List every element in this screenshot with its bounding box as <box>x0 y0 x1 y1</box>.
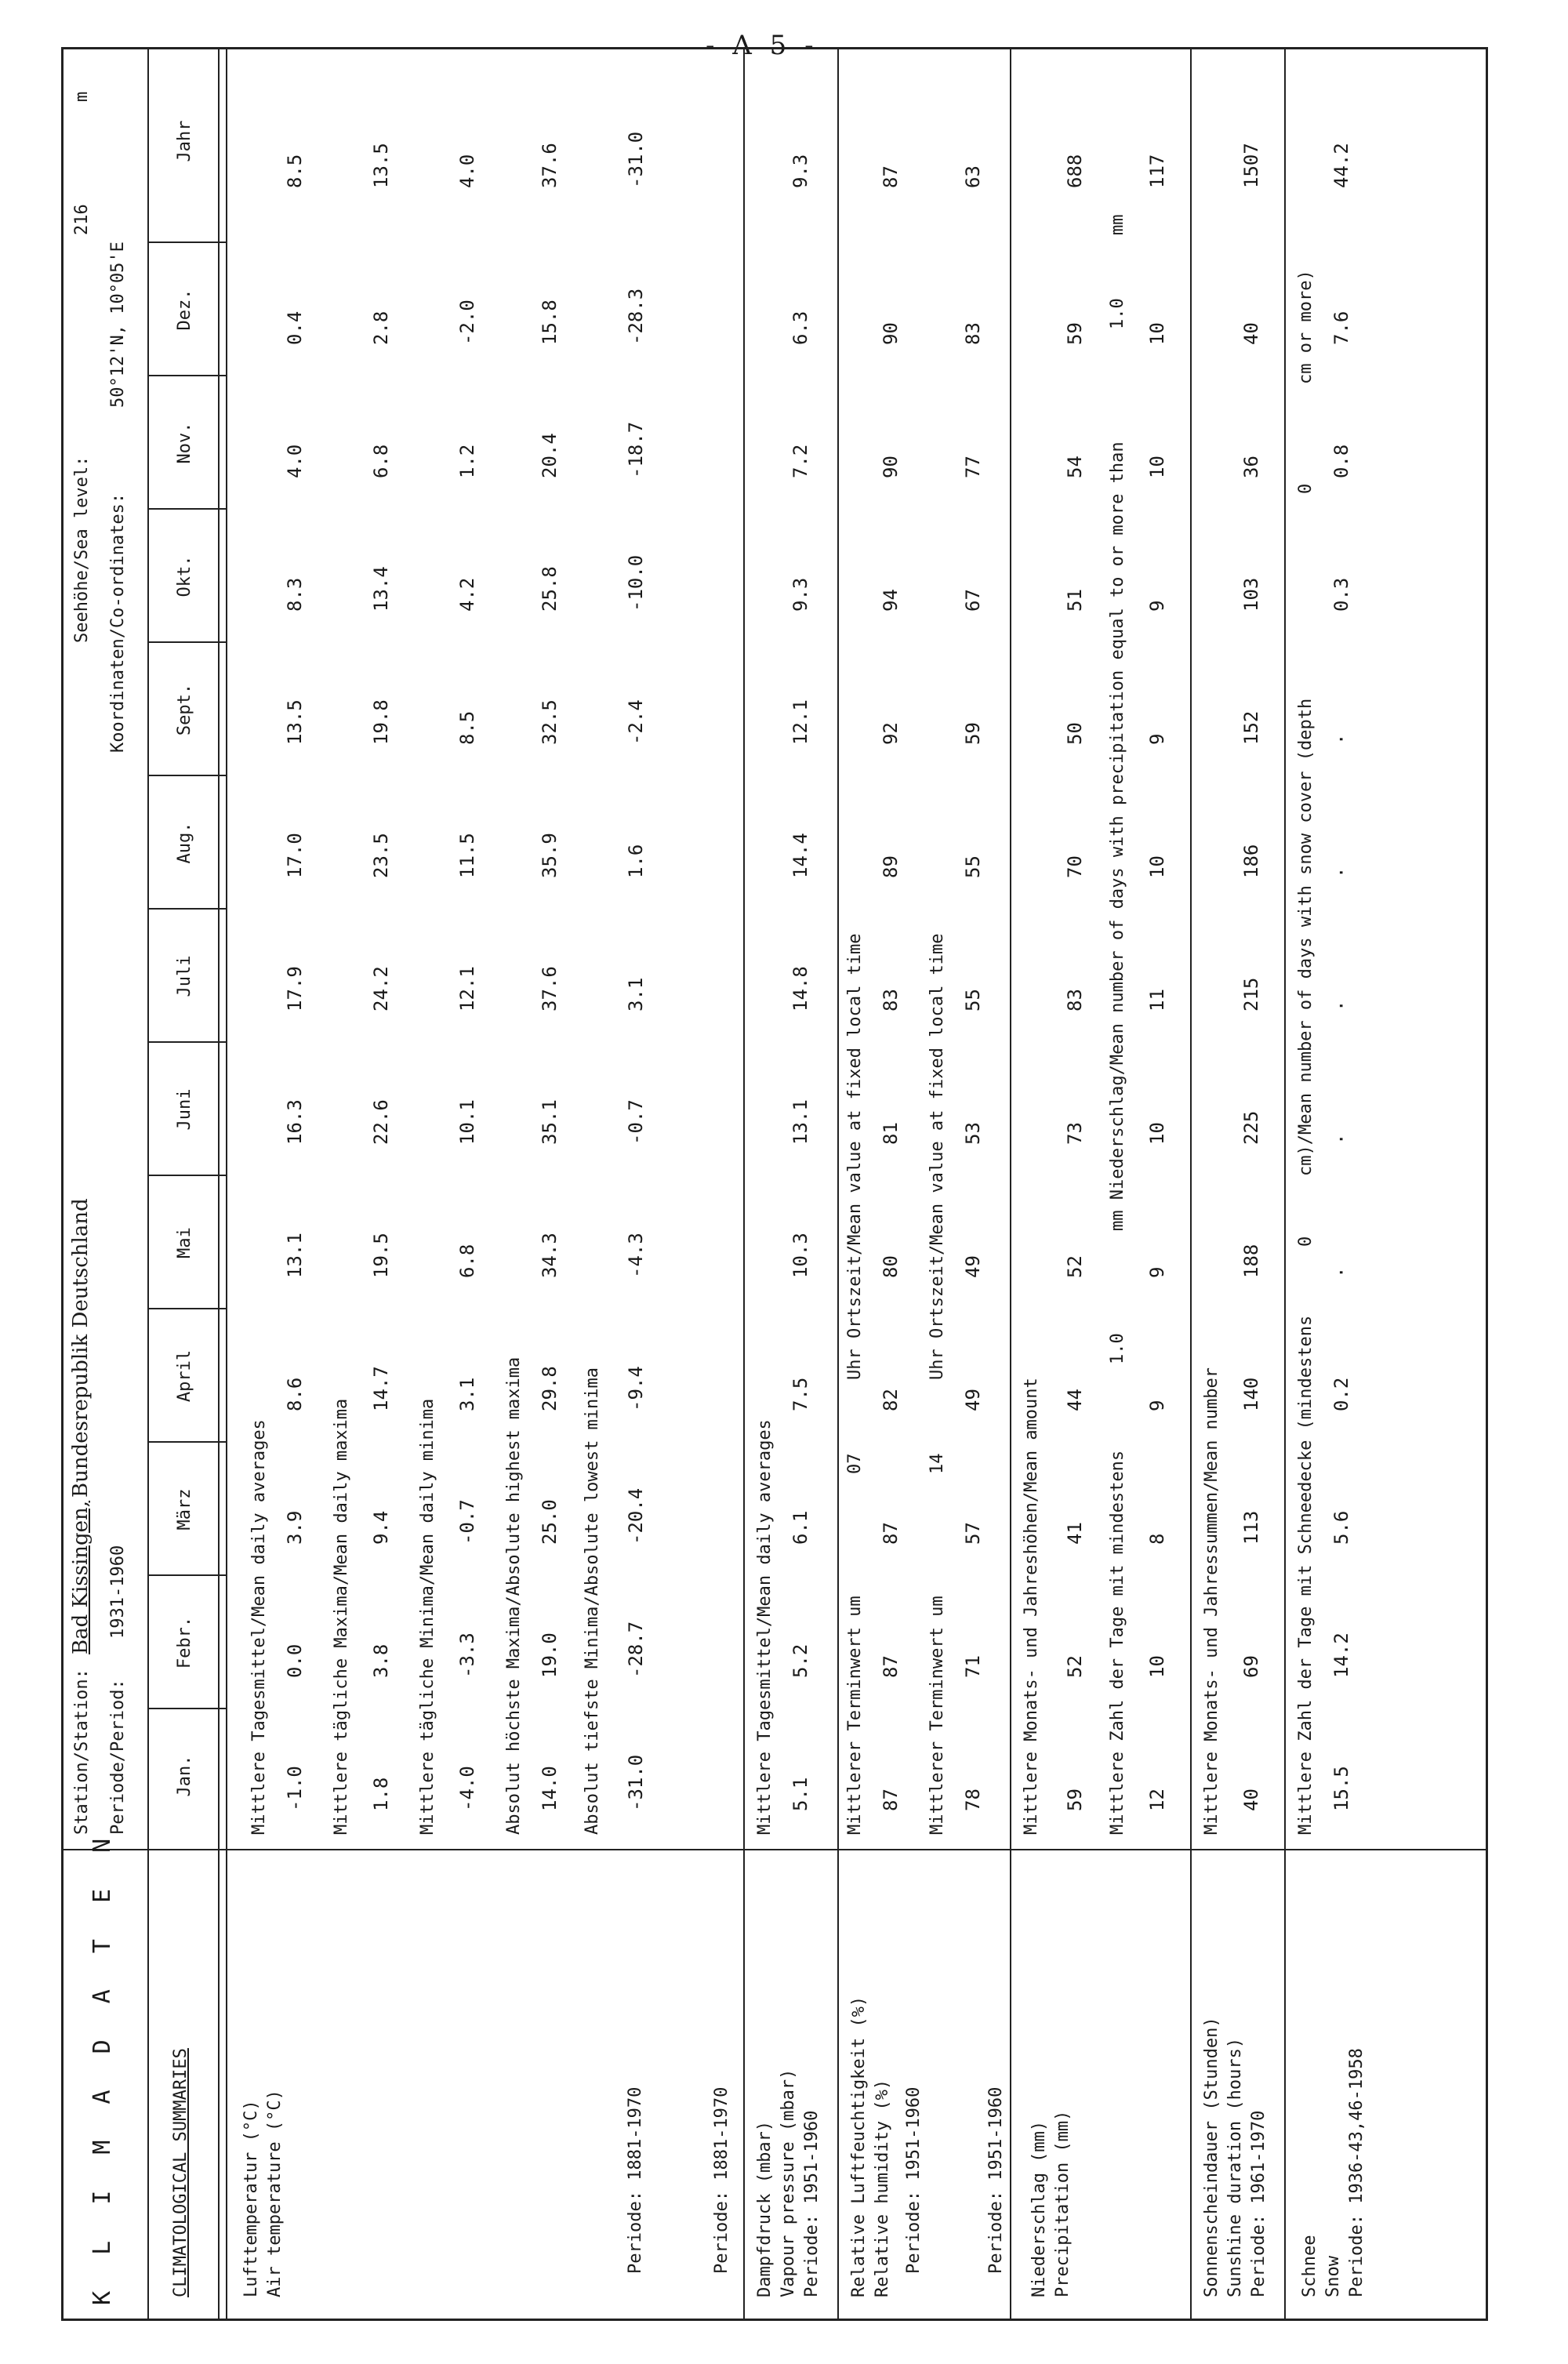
month-header-1: Febr. <box>175 1616 194 1669</box>
table-cell: 22.6 <box>370 1099 392 1145</box>
row-caption-part: 14 <box>927 1453 947 1474</box>
table-cell: 81 <box>880 1122 902 1145</box>
table-cell: 10 <box>1146 456 1168 478</box>
table-cell: 0.0 <box>284 1643 306 1678</box>
table-cell: 8.3 <box>284 577 306 612</box>
table-cell: 0.4 <box>284 310 306 345</box>
table-cell: 35.9 <box>539 833 561 878</box>
month-header-4: Mai <box>175 1227 194 1258</box>
table-cell: 3.1 <box>456 1377 478 1411</box>
table-cell: 53 <box>962 1122 984 1145</box>
table-cell: 0.3 <box>1330 577 1352 612</box>
table-cell: 1.8 <box>370 1777 392 1811</box>
station-label: Station/Station: <box>72 1669 92 1835</box>
table-cell: · <box>1330 1133 1352 1145</box>
table-cell: 5.6 <box>1330 1510 1352 1545</box>
table-cell: 92 <box>880 722 902 745</box>
humidity-label-2: Relative humidity (%) <box>873 2079 892 2297</box>
row-caption-part: Uhr Ortszeit/Mean value at fixed local time <box>927 933 947 1380</box>
humidity-period-2: Periode: 1951-1960 <box>986 2086 1006 2274</box>
table-cell: 3.9 <box>284 1510 306 1545</box>
table-cell: 13.5 <box>370 143 392 188</box>
table-cell: 49 <box>962 1255 984 1278</box>
table-cell: -28.7 <box>625 1621 647 1678</box>
table-cell: 17.0 <box>284 833 306 878</box>
table-cell: 19.0 <box>539 1632 561 1678</box>
row-caption-part: Mittlere Zahl der Tage mit Schneedecke (mindestens <box>1296 1315 1316 1835</box>
table-cell: 24.2 <box>370 966 392 1011</box>
table-cell: 11.5 <box>456 833 478 878</box>
table-cell: 36 <box>1240 456 1262 478</box>
table-cell: 3.1 <box>625 977 647 1011</box>
table-cell: -0.7 <box>456 1499 478 1545</box>
table-cell: 15.5 <box>1330 1766 1352 1811</box>
group-rule-precip <box>1010 47 1011 2321</box>
table-cell: 54 <box>1064 456 1086 478</box>
table-cell: -18.7 <box>625 421 647 478</box>
table-cell: 7.6 <box>1330 310 1352 345</box>
month-header-6: Juli <box>175 955 194 997</box>
label-column-rule <box>61 1849 1488 1850</box>
month-header-5: Juni <box>175 1088 194 1131</box>
table-cell: 140 <box>1240 1377 1262 1411</box>
table-cell: 71 <box>962 1655 984 1678</box>
table-cell: 14.2 <box>1330 1632 1352 1678</box>
table-cell: · <box>1330 733 1352 745</box>
table-cell: 87 <box>880 1522 902 1545</box>
row-caption: Mittlere Tagesmittel/Mean daily averages <box>249 1419 269 1835</box>
sunshine-period: Periode: 1961-1970 <box>1249 2110 1269 2297</box>
row-caption-part: 07 <box>845 1453 865 1474</box>
table-cell: 77 <box>962 456 984 478</box>
table-cell: 59 <box>962 722 984 745</box>
table-cell: 90 <box>880 456 902 478</box>
table-cell: 225 <box>1240 1110 1262 1145</box>
table-cell: 4.0 <box>284 444 306 478</box>
table-cell: 37.6 <box>539 143 561 188</box>
month-header-9: Okt. <box>175 555 194 597</box>
precip-label-2: Precipitation (mm) <box>1053 2110 1073 2297</box>
group-rule-sunshine <box>1190 47 1192 2321</box>
row-caption: Absolut höchste Maxima/Absolute highest maxima <box>504 1356 524 1835</box>
table-cell: 52 <box>1064 1655 1086 1678</box>
group-rule-humidity <box>837 47 839 2321</box>
table-cell: 19.5 <box>370 1233 392 1278</box>
period-label: Periode/Period: <box>108 1679 128 1835</box>
table-cell: · <box>1330 866 1352 878</box>
snow-label-2: Snow <box>1323 2256 1343 2297</box>
month-header-0: Jan. <box>175 1755 194 1797</box>
table-cell: 5.2 <box>789 1643 811 1678</box>
table-cell: 82 <box>880 1389 902 1411</box>
row-caption: Absolut tiefste Minima/Absolute lowest minima <box>583 1367 602 1835</box>
table-cell: 83 <box>962 322 984 345</box>
table-cell: 186 <box>1240 844 1262 878</box>
table-cell: 103 <box>1240 577 1262 612</box>
table-cell: 9.4 <box>370 1510 392 1545</box>
table-cell: -9.4 <box>625 1366 647 1411</box>
table-cell: -2.4 <box>625 699 647 745</box>
table-cell: 51 <box>1064 589 1086 612</box>
table-cell: 10 <box>1146 322 1168 345</box>
table-cell: 152 <box>1240 710 1262 745</box>
table-cell: 16.3 <box>284 1099 306 1145</box>
table-cell: 87 <box>880 1788 902 1811</box>
table-cell: 41 <box>1064 1522 1086 1545</box>
table-cell: 188 <box>1240 1244 1262 1278</box>
coord-label: Koordinaten/Co-ordinates: <box>108 492 128 753</box>
precip-label-1: Niederschlag (mm) <box>1029 2120 1049 2297</box>
table-cell: 67 <box>962 589 984 612</box>
table-cell: 25.8 <box>539 566 561 612</box>
table-cell: 40 <box>1240 1788 1262 1811</box>
table-cell: 14.8 <box>789 966 811 1011</box>
month-header-7: Aug. <box>175 822 194 864</box>
table-cell: 9.3 <box>789 577 811 612</box>
table-cell: -0.7 <box>625 1099 647 1145</box>
table-cell: 8.5 <box>456 710 478 745</box>
table-cell: 35.1 <box>539 1099 561 1145</box>
row-caption-part: Mittlerer Terminwert um <box>845 1596 865 1835</box>
row-caption-part: Uhr Ortszeit/Mean value at fixed local time <box>845 933 865 1380</box>
table-cell: 0.8 <box>1330 444 1352 478</box>
table-cell: 8.5 <box>284 154 306 188</box>
table-cell: 0.2 <box>1330 1377 1352 1411</box>
month-header-rule <box>218 47 220 2321</box>
table-cell: 37.6 <box>539 966 561 1011</box>
table-cell: 10 <box>1146 855 1168 878</box>
table-cell: 1.2 <box>456 444 478 478</box>
subtitle: CLIMATOLOGICAL SUMMARIES <box>171 2048 191 2297</box>
row-caption: Mittlere Tagesmittel/Mean daily averages <box>755 1419 775 1835</box>
table-cell: 117 <box>1146 154 1168 188</box>
month-header-10: Nov. <box>175 422 194 464</box>
table-cell: 90 <box>880 322 902 345</box>
row-caption-part: cm)/Mean number of days with snow cover (depth <box>1296 698 1316 1176</box>
table-cell: 40 <box>1240 322 1262 345</box>
page-number: - A 5 - <box>706 30 818 61</box>
table-cell: 4.2 <box>456 577 478 612</box>
air-period-1: Periode: 1881-1970 <box>626 2086 645 2274</box>
title: K L I M A D A T E N <box>89 1827 116 2305</box>
table-cell: 13.1 <box>284 1233 306 1278</box>
table-cell: 113 <box>1240 1510 1262 1545</box>
row-caption-part: 0 <box>1296 483 1316 494</box>
table-cell: -4.3 <box>625 1233 647 1278</box>
table-cell: 9 <box>1146 733 1168 745</box>
table-cell: 19.8 <box>370 699 392 745</box>
table-cell: 10.3 <box>789 1233 811 1278</box>
row-caption-part: 1.0 <box>1108 298 1127 329</box>
table-cell: 73 <box>1064 1122 1086 1145</box>
month-header-12: Jahr <box>175 120 194 162</box>
table-cell: 15.8 <box>539 300 561 345</box>
table-cell: 1.6 <box>625 844 647 878</box>
sea-level-value: 216 <box>72 204 92 235</box>
group-rule-vapour <box>743 47 745 2321</box>
table-cell: 1507 <box>1240 143 1262 188</box>
table-cell: -28.3 <box>625 288 647 345</box>
table-cell: 80 <box>880 1255 902 1278</box>
station-name: Bad Kissingen, <box>69 1500 93 1654</box>
table-cell: 9 <box>1146 600 1168 612</box>
table-cell: 12.1 <box>456 966 478 1011</box>
table-cell: -2.0 <box>456 300 478 345</box>
table-frame <box>61 47 1488 2321</box>
row-caption: Mittlere tägliche Maxima/Mean daily maxima <box>332 1398 351 1835</box>
table-cell: 32.5 <box>539 699 561 745</box>
table-cell: 11 <box>1146 989 1168 1011</box>
table-cell: -31.0 <box>625 1754 647 1811</box>
month-header-11: Dez. <box>175 289 194 331</box>
table-cell: 57 <box>962 1522 984 1545</box>
group-rule-snow <box>1284 47 1286 2321</box>
table-cell: 9.3 <box>789 154 811 188</box>
table-cell: 55 <box>962 989 984 1011</box>
month-header-2: März <box>175 1488 194 1531</box>
table-cell: -1.0 <box>284 1766 306 1811</box>
table-cell: -31.0 <box>625 131 647 188</box>
row-caption-part: mm <box>1108 214 1127 235</box>
vapour-label-2: Vapour pressure (mbar) <box>779 2068 798 2297</box>
sea-level-label: Seehöhe/Sea level: <box>72 456 92 643</box>
table-cell: 13.1 <box>789 1099 811 1145</box>
table-cell: 69 <box>1240 1655 1262 1678</box>
table-cell: 6.8 <box>456 1244 478 1278</box>
coord-value: 50°12'N, 10°05'E <box>108 241 128 408</box>
table-cell: 6.3 <box>789 310 811 345</box>
table-cell: 29.8 <box>539 1366 561 1411</box>
vapour-period: Periode: 1951-1960 <box>802 2110 822 2297</box>
air-label-2: Air temperature (°C) <box>265 2090 285 2297</box>
table-cell: 59 <box>1064 322 1086 345</box>
table-cell: 52 <box>1064 1255 1086 1278</box>
table-cell: 8 <box>1146 1533 1168 1545</box>
table-cell: 83 <box>880 989 902 1011</box>
table-cell: 9 <box>1146 1400 1168 1411</box>
table-cell: 14.4 <box>789 833 811 878</box>
table-cell: 25.0 <box>539 1499 561 1545</box>
humidity-period-1: Periode: 1951-1960 <box>904 2086 924 2274</box>
month-header-3: April <box>175 1349 194 1403</box>
sunshine-label-2: Sunshine duration (hours) <box>1225 2037 1245 2297</box>
month-header-rule-2 <box>226 47 227 2321</box>
table-cell: 8.6 <box>284 1377 306 1411</box>
snow-period: Periode: 1936-43,46-1958 <box>1347 2048 1367 2297</box>
table-cell: 89 <box>880 855 902 878</box>
table-cell: 63 <box>962 165 984 188</box>
table-cell: 12 <box>1146 1788 1168 1811</box>
table-cell: 70 <box>1064 855 1086 878</box>
table-cell: 49 <box>962 1389 984 1411</box>
humidity-label-1: Relative Luftfeuchtigkeit (%) <box>849 1995 869 2297</box>
air-period-2: Periode: 1881-1970 <box>712 2086 731 2274</box>
table-cell: 14.0 <box>539 1766 561 1811</box>
sunshine-label-1: Sonnenscheindauer (Stunden) <box>1202 2017 1221 2297</box>
table-cell: 17.9 <box>284 966 306 1011</box>
header-rule <box>147 47 149 2321</box>
table-cell: 13.4 <box>370 566 392 612</box>
table-cell: 94 <box>880 589 902 612</box>
table-cell: 78 <box>962 1788 984 1811</box>
row-caption-part: mm Niederschlag/Mean number of days with precipitation equal to or more than <box>1108 441 1127 1231</box>
table-cell: 14.7 <box>370 1366 392 1411</box>
table-cell: · <box>1330 1266 1352 1278</box>
row-caption-part: cm or more) <box>1296 270 1316 384</box>
table-cell: 23.5 <box>370 833 392 878</box>
table-cell: 6.8 <box>370 444 392 478</box>
table-cell: 6.1 <box>789 1510 811 1545</box>
table-cell: 10.1 <box>456 1099 478 1145</box>
table-cell: 34.3 <box>539 1233 561 1278</box>
table-cell: 13.5 <box>284 699 306 745</box>
snow-label-1: Schnee <box>1300 2235 1319 2297</box>
table-cell: 2.8 <box>370 310 392 345</box>
table-cell: 7.5 <box>789 1377 811 1411</box>
table-cell: -20.4 <box>625 1487 647 1545</box>
row-caption-part: 1.0 <box>1108 1333 1127 1364</box>
row-caption: Mittlere tägliche Minima/Mean daily minima <box>418 1398 437 1835</box>
row-caption-part: Mittlerer Terminwert um <box>927 1596 947 1835</box>
table-cell: 87 <box>880 1655 902 1678</box>
table-cell: 7.2 <box>789 444 811 478</box>
vapour-label-1: Dampfdruck (mbar) <box>755 2120 775 2297</box>
table-cell: -3.3 <box>456 1632 478 1678</box>
sea-level-unit: m <box>72 91 92 102</box>
month-header-8: Sept. <box>175 683 194 736</box>
month-divider <box>147 241 226 243</box>
table-cell: 10 <box>1146 1122 1168 1145</box>
table-cell: 55 <box>962 855 984 878</box>
table-cell: 10 <box>1146 1655 1168 1678</box>
table-cell: 44.2 <box>1330 143 1352 188</box>
table-cell: 44 <box>1064 1389 1086 1411</box>
table-cell: · <box>1330 1000 1352 1011</box>
climate-table <box>61 47 1488 2321</box>
table-cell: 215 <box>1240 977 1262 1011</box>
table-cell: 4.0 <box>456 154 478 188</box>
table-cell: 50 <box>1064 722 1086 745</box>
row-caption: Mittlere Monats- und Jahressummen/Mean number <box>1202 1367 1221 1835</box>
table-cell: 59 <box>1064 1788 1086 1811</box>
table-cell: 688 <box>1064 154 1086 188</box>
table-cell: 20.4 <box>539 433 561 478</box>
table-cell: 12.1 <box>789 699 811 745</box>
period-value: 1931-1960 <box>108 1545 128 1639</box>
row-caption: Mittlere Monats- und Jahreshöhen/Mean amount <box>1022 1378 1041 1835</box>
table-cell: 87 <box>880 165 902 188</box>
table-cell: -10.0 <box>625 554 647 612</box>
table-cell: 9 <box>1146 1266 1168 1278</box>
row-caption-part: Mittlere Zahl der Tage mit mindestens <box>1108 1450 1127 1835</box>
station-country: Bundesrepublik Deutschland <box>69 1198 93 1498</box>
air-label-1: Lufttemperatur (°C) <box>241 2100 261 2297</box>
table-cell: 3.8 <box>370 1643 392 1678</box>
table-cell: -4.0 <box>456 1766 478 1811</box>
row-caption-part: 0 <box>1296 1236 1316 1247</box>
table-cell: 5.1 <box>789 1777 811 1811</box>
table-cell: 83 <box>1064 989 1086 1011</box>
